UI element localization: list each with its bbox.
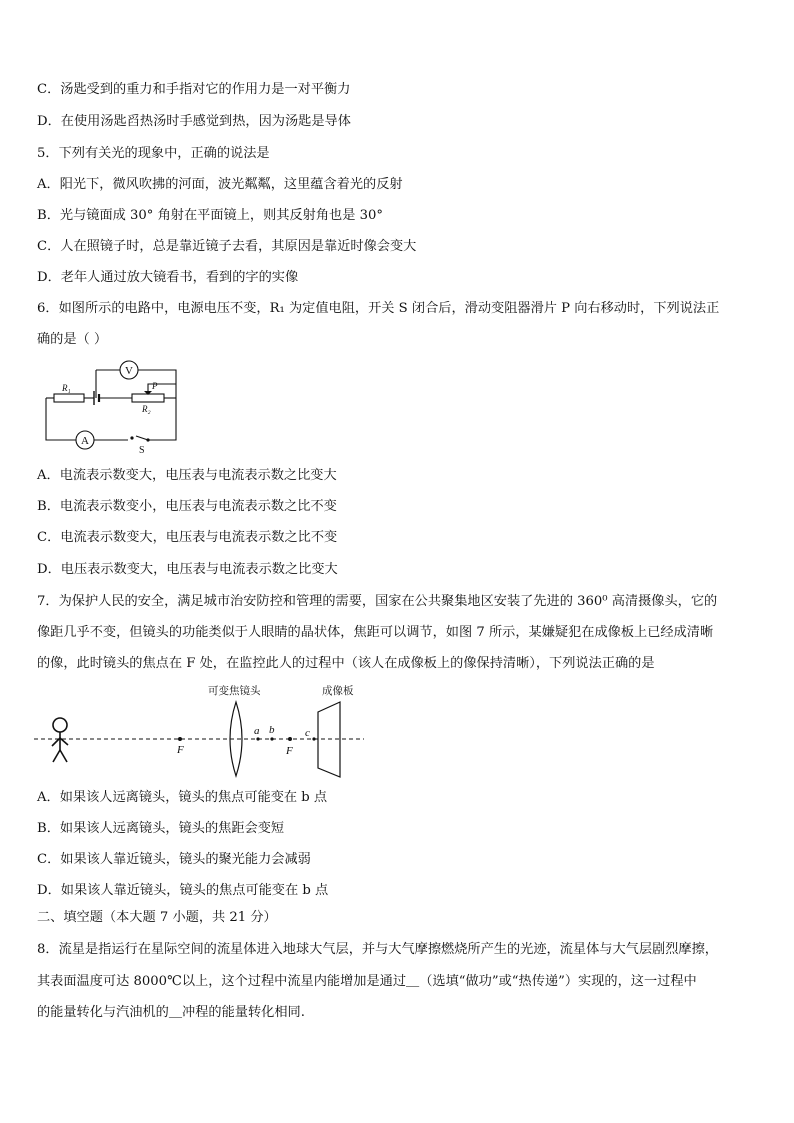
q5-option-a: A．阳光下，微风吹拂的河面，波光粼粼，这里蕴含着光的反射: [37, 177, 403, 192]
switch-contact-left: [130, 436, 133, 439]
point-b-label: b: [269, 724, 275, 736]
voltmeter-label: V: [125, 365, 133, 377]
focus-left-label: F: [177, 744, 184, 756]
q4-option-d: D．在使用汤匙舀热汤时手感觉到热，因为汤匙是导体: [37, 114, 351, 129]
ammeter-label: A: [81, 435, 89, 447]
q7-lens-diagram: [34, 682, 364, 782]
resistor-r1: [54, 394, 84, 402]
q8-line3: 的能量转化与汽油机的＿冲程的能量转化相同.: [37, 1005, 305, 1020]
lens-label: 可变焦镜头: [208, 686, 261, 697]
q7-option-b: B．如果该人远离镜头，镜头的焦距会变短: [37, 821, 285, 836]
q7-stem-line2: 像距几乎不变，但镜头的功能类似于人眼睛的晶状体，焦距可以调节，如图 7 所示，某嫌疑犯在成像板上已经成清晰: [37, 625, 714, 640]
q6-circuit-diagram: [36, 360, 186, 456]
section-heading: 二、填空题（本大题 7 小题，共 21 分）: [37, 910, 277, 925]
q7-option-d: D．如果该人靠近镜头，镜头的焦点可能变在 b 点: [37, 883, 329, 898]
q6-stem-line1: 6．如图所示的电路中，电源电压不变，R₁ 为定值电阻，开关 S 闭合后，滑动变阻器滑片 P 向右移动时，下列说法正: [37, 301, 720, 316]
point-b: [270, 737, 273, 740]
q7-stem-line1: 7．为保护人民的安全，满足城市治安防控和管理的需要，国家在公共聚集地区安装了先进的 360⁰ 高清摄像头，它的: [37, 594, 718, 609]
point-a: [256, 737, 259, 740]
r1-label: R₁: [62, 383, 71, 393]
q6-option-d: D．电压表示数变大，电压表与电流表示数之比变大: [37, 562, 338, 577]
point-a-label: a: [254, 725, 260, 737]
q5-option-c: C．人在照镜子时，总是靠近镜子去看，其原因是靠近时像会变大: [37, 239, 417, 254]
q7-option-a: A．如果该人远离镜头，镜头的焦点可能变在 b 点: [37, 790, 328, 805]
circuit-wire-left: [46, 398, 76, 440]
q6-option-a: A．电流表示数变大，电压表与电流表示数之比变大: [37, 468, 337, 483]
q8-line1: 8．流星是指运行在星际空间的流星体进入地球大气层，并与大气摩擦燃烧所产生的光迹，流星体与大气层剧烈摩擦，: [37, 942, 718, 957]
switch-blade: [136, 436, 148, 440]
focus-left-point: [178, 737, 182, 741]
q6-option-b: B．电流表示数变小，电压表与电流表示数之比不变: [37, 499, 337, 514]
screen-label: 成像板: [322, 686, 354, 697]
q6-option-c: C．电流表示数变大，电压表与电流表示数之比不变: [37, 530, 338, 545]
resistor-r2: [132, 394, 164, 402]
q5-option-b: B．光与镜面成 30° 角射在平面镜上，则其反射角也是 30°: [37, 208, 383, 223]
focus-right-point: [288, 737, 292, 741]
q7-option-c: C．如果该人靠近镜头，镜头的聚光能力会减弱: [37, 852, 311, 867]
switch-label: S: [139, 445, 145, 456]
q7-stem-line3: 的像，此时镜头的焦点在 F 处，在监控此人的过程中（该人在成像板上的像保持清晰），下列说法正确的是: [37, 656, 655, 671]
focus-right-label: F: [286, 745, 293, 757]
person-figure: [52, 718, 68, 762]
q5-stem: 5．下列有关光的现象中，正确的说法是: [37, 146, 270, 161]
slider-label: P: [152, 381, 158, 391]
q4-option-c: C．汤匙受到的重力和手指对它的作用力是一对平衡力: [37, 82, 351, 97]
r2-label: R₂: [142, 404, 151, 414]
switch-contact-right: [146, 438, 149, 441]
q6-stem-line2: 确的是（ ）: [37, 332, 108, 347]
point-c-label: c: [305, 727, 310, 739]
q5-option-d: D．老年人通过放大镜看书，看到的字的实像: [37, 270, 299, 285]
point-c: [312, 737, 315, 740]
q8-line2: 其表面温度可达 8000℃以上，这个过程中流星内能增加是通过＿（选填“做功”或“热传递”）实现的，这一过程中: [37, 974, 697, 989]
